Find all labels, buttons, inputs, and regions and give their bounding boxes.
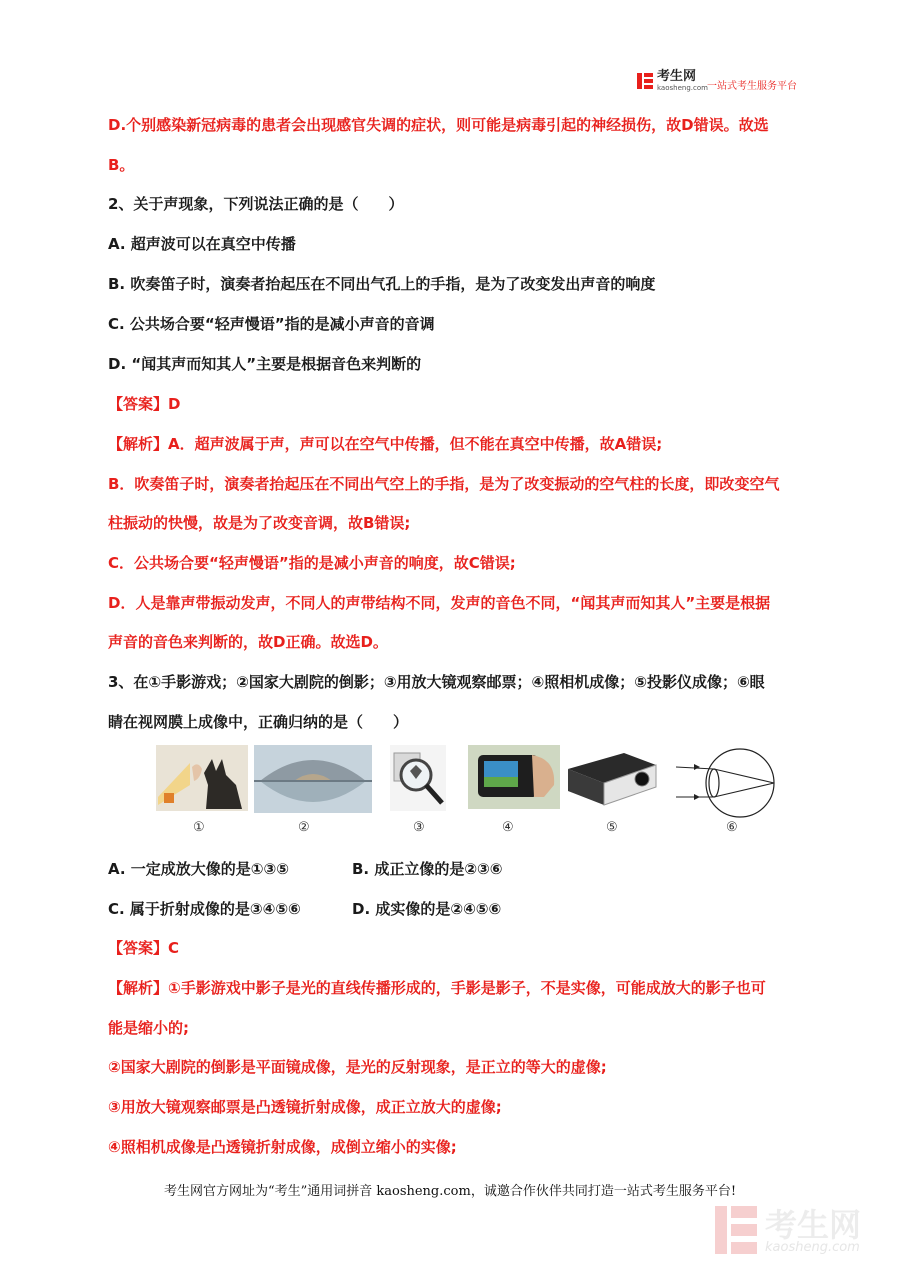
explanation-line: C．公共场合要“轻声慢语”指的是减小声音的响度，故C错误; [108, 554, 516, 572]
watermark-url: kaosheng.com [765, 1240, 860, 1255]
option-b: B. 吹奏笛子时，演奏者抬起压在不同出气孔上的手指，是为了改变发出声音的响度 [108, 275, 656, 293]
figure-caption: ⑤ [606, 820, 618, 835]
hand-shadow-image [156, 745, 248, 811]
explanation-line: 柱振动的快慢，故是为了改变音调，故B错误; [108, 514, 411, 532]
question-3-stem: 睛在视网膜上成像中，正确归纳的是（ ） [108, 713, 409, 731]
site-header [636, 70, 816, 98]
figure-caption: ① [193, 820, 205, 835]
logo-text: 考生网 [657, 69, 697, 84]
question-2-stem: 2、关于声现象，下列说法正确的是（ ） [108, 195, 404, 213]
figure-row [150, 745, 780, 841]
option-c: C. 公共场合要“轻声慢语”指的是减小声音的音调 [108, 315, 435, 333]
answer: 【答案】D [108, 395, 181, 413]
figure-caption: ⑥ [726, 820, 738, 835]
answer: 【答案】C [108, 939, 180, 957]
explanation-line: D．人是靠声带振动发声，不同人的声带结构不同，发声的音色不同，“闻其声而知其人”主要是根据 [108, 594, 771, 612]
option-d: D. 成实像的是②④⑤⑥ [352, 900, 502, 918]
option-d: D. “闻其声而知其人”主要是根据音色来判断的 [108, 355, 422, 373]
explanation-line: 【解析】①手影游戏中影子是光的直线传播形成的，手影是影子，不是实像，可能成放大的影子也可 [108, 979, 766, 997]
header-slogan: 一站式考生服务平台 [707, 81, 797, 92]
kaosheng-logo-icon [636, 72, 654, 90]
option-b: B. 成正立像的是②③⑥ [352, 860, 503, 878]
national-theater-image [254, 745, 372, 813]
option-a: A. 一定成放大像的是①③⑤ [108, 860, 289, 878]
watermark-text: 考生网 [765, 1206, 862, 1244]
footer-text: 考生网官方网址为“考生”通用词拼音 kaosheng.com，诚邀合作伙伴共同打造一站式考生服务平台! [163, 1184, 737, 1199]
option-a: A. 超声波可以在真空中传播 [108, 235, 296, 253]
explanation-line: B．吹奏笛子时，演奏者抬起压在不同出气空上的手指，是为了改变振动的空气柱的长度，即改变空气 [108, 475, 780, 493]
camera-image [468, 745, 560, 809]
option-c: C. 属于折射成像的是③④⑤⑥ [108, 900, 301, 918]
question-3-stem: 3、在①手影游戏；②国家大剧院的倒影；③用放大镜观察邮票；④照相机成像；⑤投影仪成像；⑥眼 [108, 673, 765, 691]
explanation-line: ②国家大剧院的倒影是平面镜成像，是光的反射现象，是正立的等大的虚像; [108, 1058, 607, 1076]
text-line: D.个别感染新冠病毒的患者会出现感官失调的症状，则可能是病毒引起的神经损伤，故D错误。故选 [108, 116, 769, 134]
explanation-line: ④照相机成像是凸透镜折射成像，成倒立缩小的实像; [108, 1138, 457, 1156]
eye-diagram-image [676, 745, 780, 821]
figure-caption: ③ [413, 820, 425, 835]
explanation-line: 声音的音色来判断的，故D正确。故选D。 [108, 633, 388, 651]
magnifier-image [390, 745, 446, 811]
logo-url: kaosheng.com [657, 84, 708, 92]
figure-caption: ② [298, 820, 310, 835]
projector-image [564, 745, 660, 815]
text-line: B。 [108, 156, 135, 174]
explanation-line: 【解析】A．超声波属于声，声可以在空气中传播，但不能在真空中传播，故A错误; [108, 435, 663, 453]
explanation-line: ③用放大镜观察邮票是凸透镜折射成像，成正立放大的虚像; [108, 1098, 502, 1116]
explanation-line: 能是缩小的; [108, 1019, 189, 1037]
watermark [713, 1200, 893, 1262]
watermark-logo-icon [713, 1204, 759, 1256]
figure-caption: ④ [502, 820, 514, 835]
